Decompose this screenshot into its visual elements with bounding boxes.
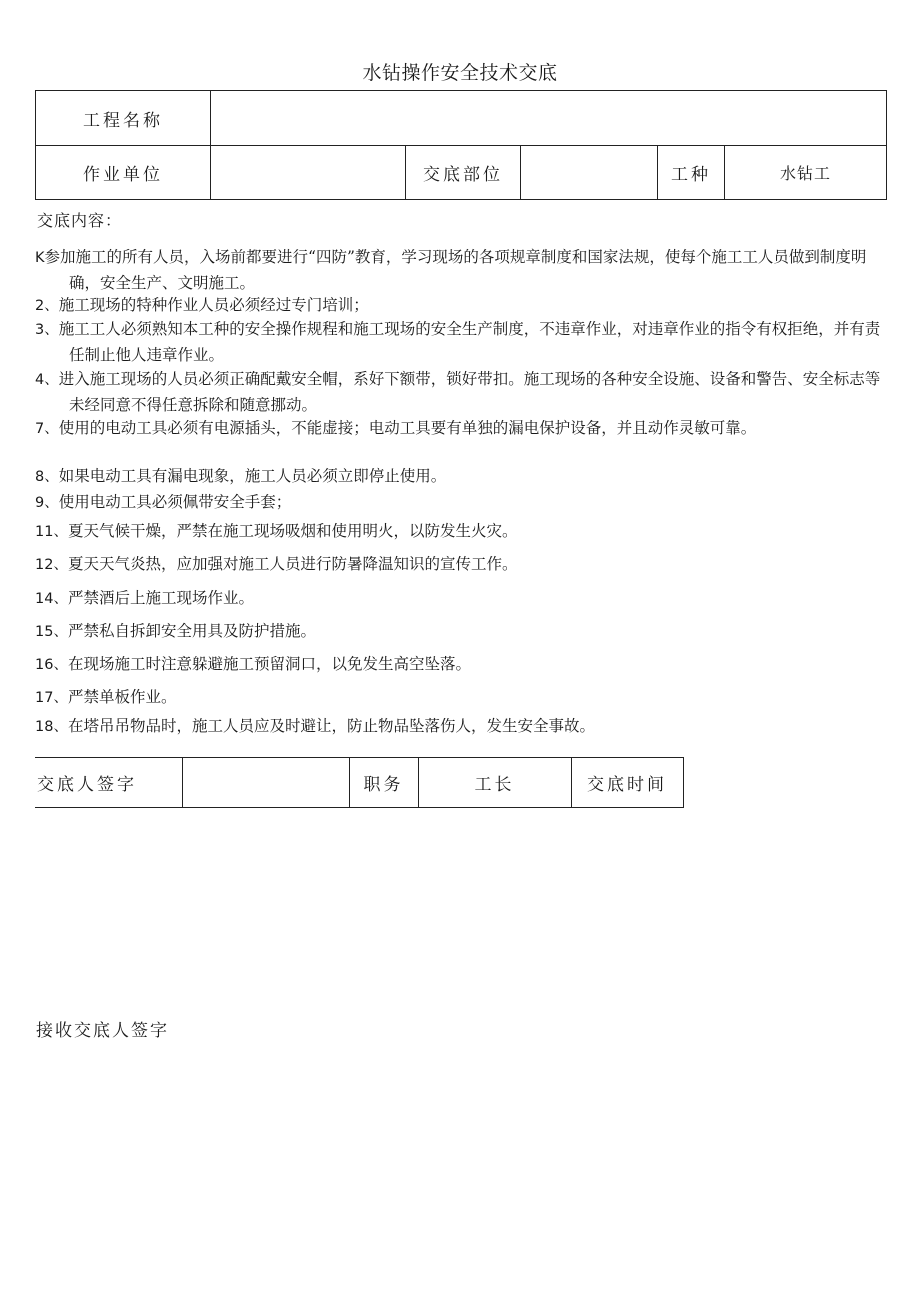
item-text: 如果电动工具有漏电现象，施工人员必须立即停止使用。 — [58, 467, 447, 485]
project-info-table — [35, 90, 887, 200]
list-item — [35, 652, 885, 678]
item-number: 4、 — [35, 372, 59, 388]
signer-label: 交底人签字 — [35, 758, 182, 808]
item-text: 使用电动工具必须佩带安全手套； — [58, 493, 292, 511]
item-number: 14、 — [35, 591, 68, 607]
item-text: 严禁酒后上施工现场作业。 — [67, 589, 254, 607]
item-number: 16、 — [35, 657, 68, 673]
item-number: 2、 — [35, 298, 59, 314]
list-item — [35, 416, 885, 442]
item-text: 进入施工现场的人员必须正确配戴安全帽，系好下额带，锁好带扣。施工现场的各种安全设施、设备和警告、安全标志等未经同意不得任意拆除和随意挪动。 — [58, 370, 881, 414]
item-text: 夏天天气炎热，应加强对施工人员进行防暑降温知识的宣传工作。 — [67, 555, 518, 573]
trade-label: 工种 — [658, 146, 725, 200]
list-item — [35, 714, 885, 740]
list-item — [35, 519, 885, 545]
list-item — [35, 317, 885, 368]
item-number: K — [35, 250, 45, 266]
list-item — [35, 367, 885, 418]
work-unit-value[interactable] — [211, 146, 406, 200]
list-item — [35, 245, 885, 296]
receiver-signature-label: 接收交底人签字 — [36, 1021, 169, 1041]
project-name-value[interactable] — [211, 91, 887, 146]
list-item — [35, 552, 885, 578]
item-number: 17、 — [35, 690, 68, 706]
content-label: 交底内容： — [37, 211, 123, 230]
item-text: 在现场施工时注意躲避施工预留洞口，以免发生高空坠落。 — [67, 655, 471, 673]
item-text: 严禁私自拆卸安全用具及防护措施。 — [67, 622, 316, 640]
list-item — [35, 685, 885, 711]
list-item — [35, 619, 885, 645]
item-text: 使用的电动工具必须有电源插头，不能虚接；电动工具要有单独的漏电保护设备，并且动作灵敏可靠。 — [58, 419, 757, 437]
project-name-label: 工程名称 — [36, 91, 211, 146]
list-item — [35, 586, 885, 612]
item-number: 15、 — [35, 624, 68, 640]
item-number: 9、 — [35, 495, 59, 511]
item-text: 施工现场的特种作业人员必须经过专门培训； — [58, 296, 369, 314]
item-number: 18、 — [35, 719, 68, 735]
item-number: 3、 — [35, 322, 59, 338]
item-text: 参加施工的所有人员，入场前都要进行“四防”教育，学习现场的各项规章制度和国家法规，使每个施工工人员做到制度明确，安全生产、文明施工。 — [44, 248, 867, 292]
disclosure-part-value[interactable] — [521, 146, 658, 200]
item-number: 7、 — [35, 421, 59, 437]
item-text: 施工工人必须熟知本工种的安全操作规程和施工现场的安全生产制度，不违章作业，对违章作业的指令有权拒绝，并有责任制止他人违章作业。 — [58, 320, 881, 364]
position-label: 职务 — [349, 758, 418, 808]
list-item — [35, 464, 885, 490]
item-number: 12、 — [35, 557, 68, 573]
position-value: 工长 — [418, 758, 571, 808]
item-text: 在塔吊吊物品时，施工人员应及时避让，防止物品坠落伤人，发生安全事故。 — [67, 717, 595, 735]
work-unit-label: 作业单位 — [36, 146, 211, 200]
document-title: 水钻操作安全技术交底 — [362, 62, 558, 84]
item-text: 严禁单板作业。 — [67, 688, 177, 706]
list-item — [35, 293, 885, 319]
disclosure-time-label: 交底时间 — [571, 758, 683, 808]
disclosure-part-label: 交底部位 — [406, 146, 521, 200]
trade-value: 水钻工 — [725, 146, 887, 200]
item-text: 夏天气候干燥，严禁在施工现场吸烟和使用明火，以防发生火灾。 — [67, 522, 518, 540]
signature-table — [35, 757, 684, 808]
list-item — [35, 490, 885, 516]
signer-value[interactable] — [182, 758, 349, 808]
item-number: 8、 — [35, 469, 59, 485]
item-number: 11、 — [35, 524, 68, 540]
